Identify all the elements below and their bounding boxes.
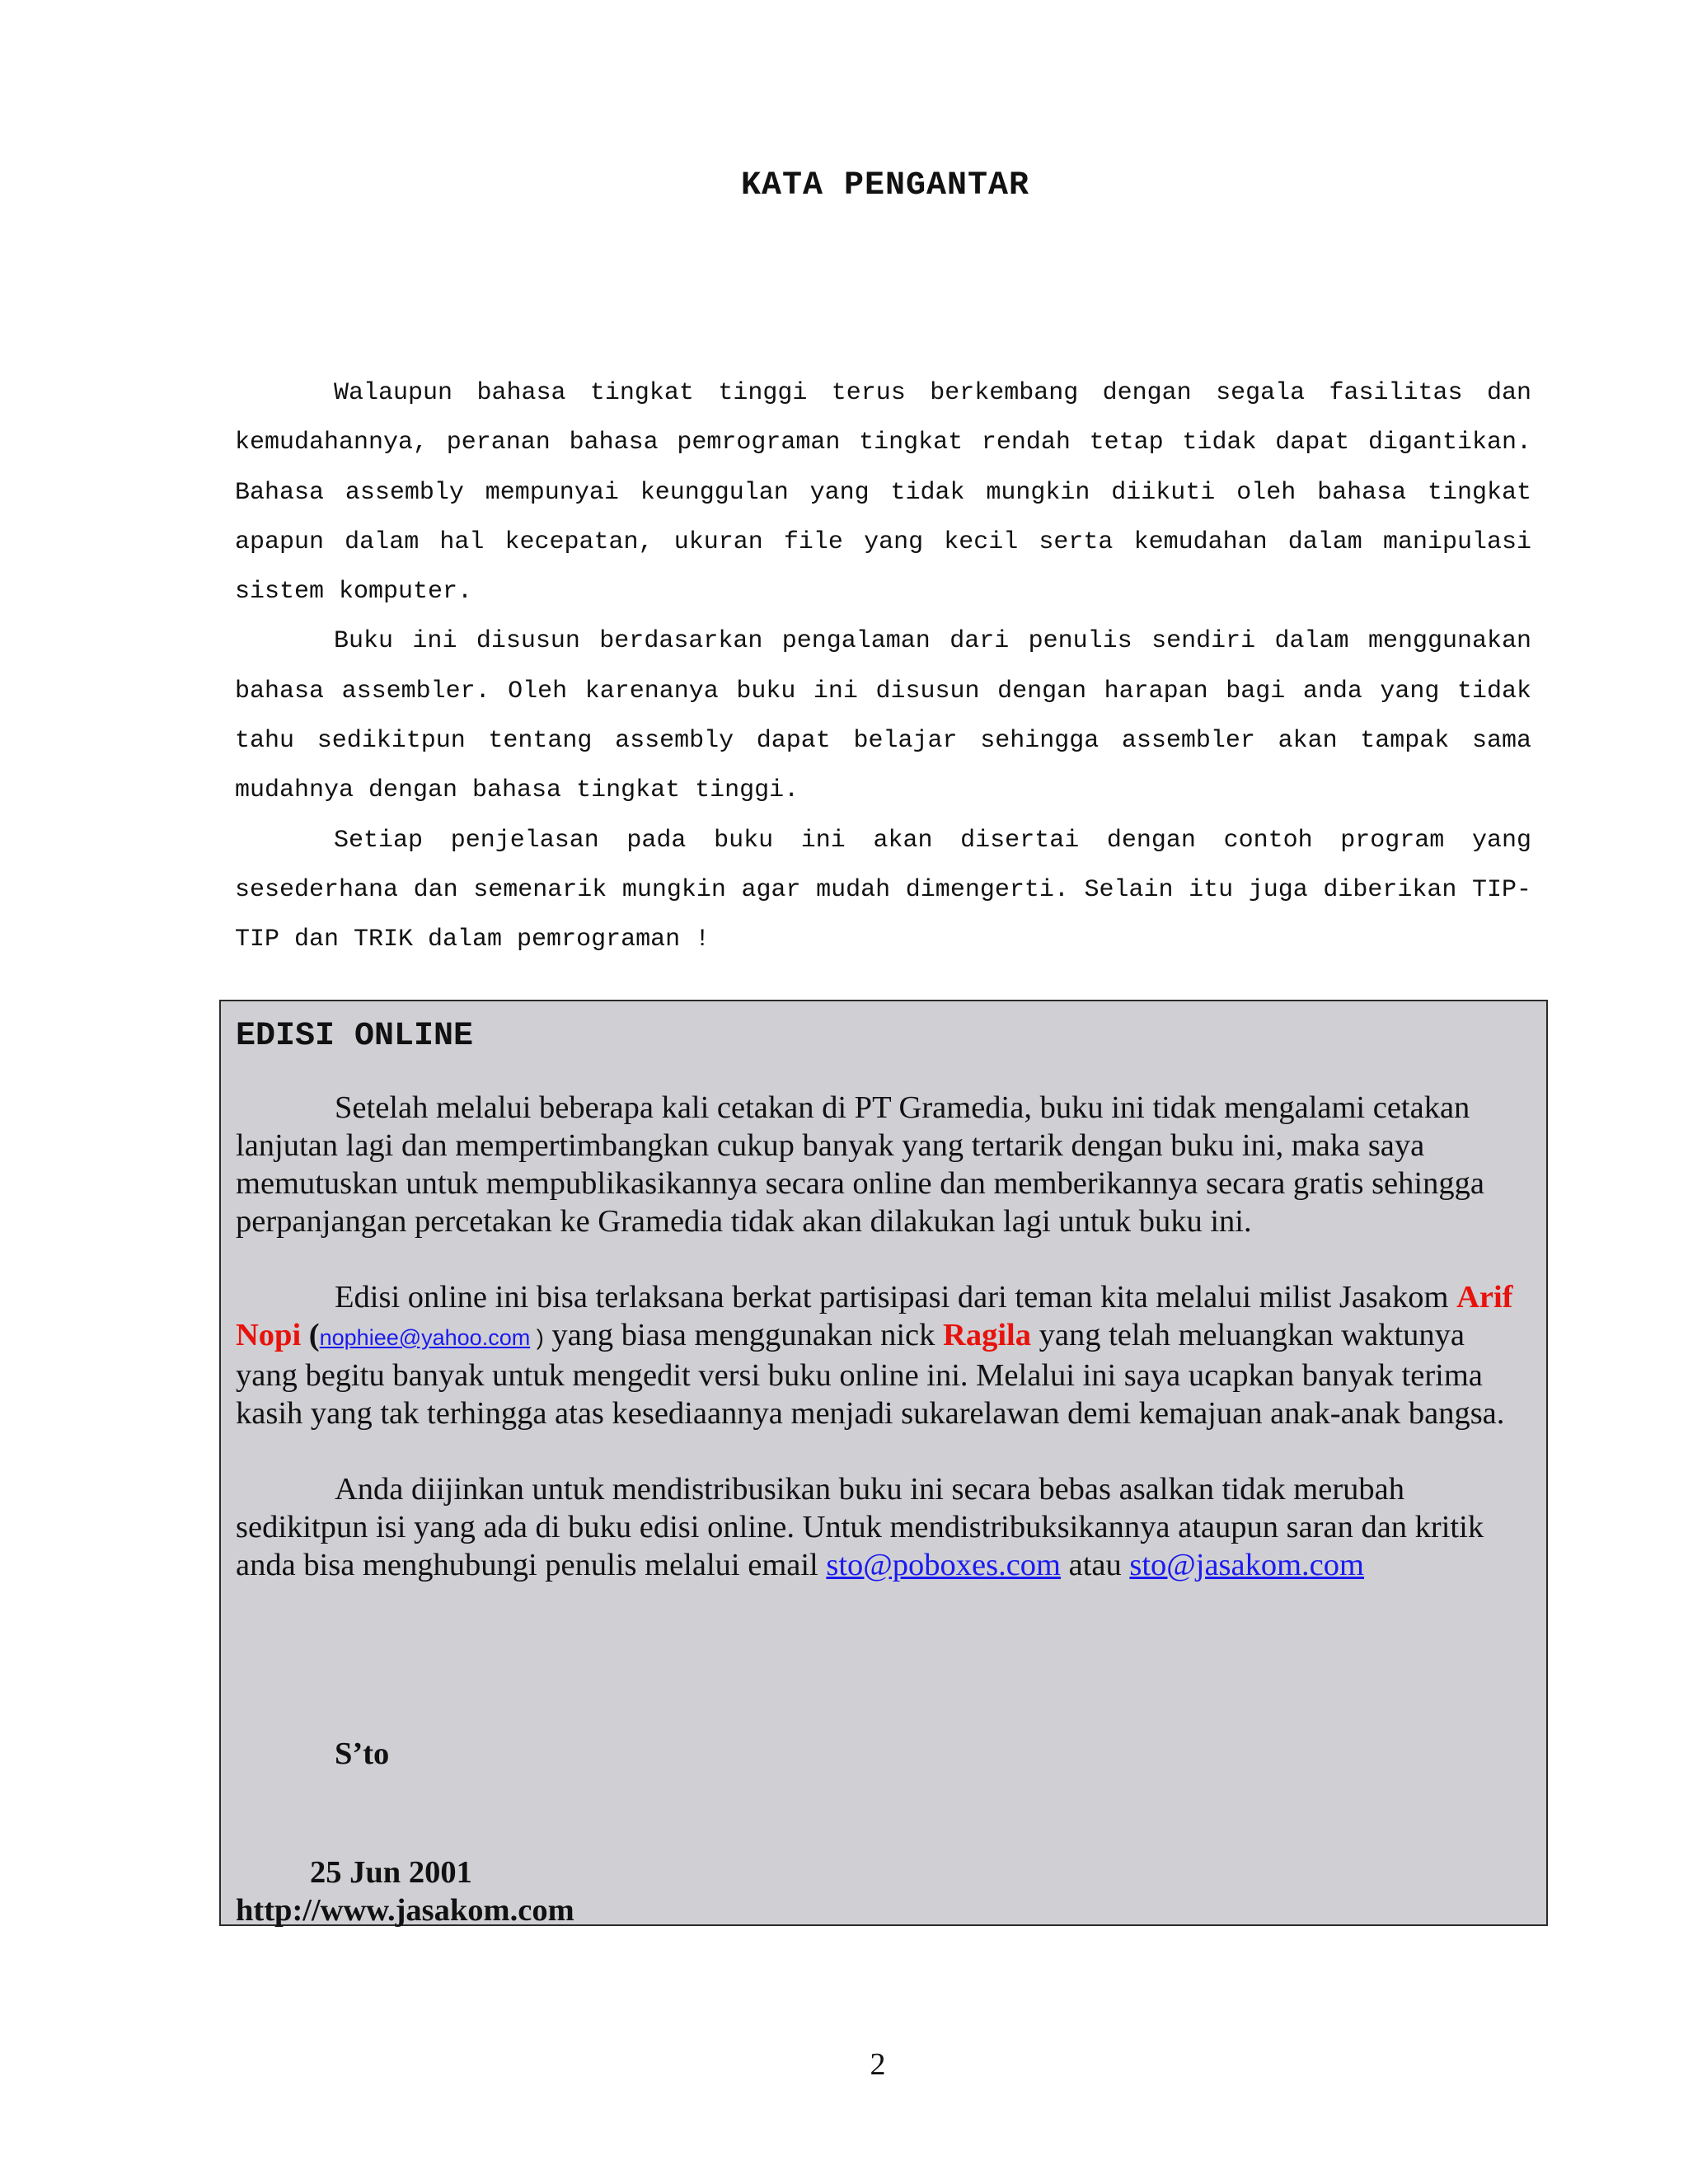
online-paragraph-gramedia: Setelah melalui beberapa kali cetakan di PT Gramedia, buku ini tidak mengalami cetakan lanjutan lagi dan mempertimbangkan cukup banyak yang tertarik dengan buku ini, maka saya memutuskan untuk mempublikasikannya secara online dan memberikannya secara gratis sehingga perpanjangan percetakan ke Gramedia tidak akan dilakukan lagi untuk buku ini. (236, 1090, 1484, 1239)
paren-open: ( (301, 1318, 320, 1352)
author-email-link-jasakom[interactable]: sto@jasakom.com (1129, 1548, 1364, 1582)
intro-paragraph: Buku ini disusun berdasarkan pengalaman dari penulis sendiri dalam menggunakan bahasa assembler. Oleh karenanya buku ini disusun dengan harapan bagi anda yang tidak tahu sedikitpun tentang assembly dapat belajar sehingga assembler akan tampak sama mudahnya dengan bahasa tingkat tinggi. (235, 627, 1531, 805)
author-signature: S’to (335, 1736, 390, 1771)
online-paragraph-credits (236, 1278, 1530, 1432)
credits-text: Edisi online ini bisa terlaksana berkat partisipasi dari teman kita melalui milist Jasakom (335, 1280, 1457, 1315)
contributor-name: Arif Nopi (236, 1280, 1513, 1352)
website-url: http://www.jasakom.com (236, 1893, 574, 1928)
contributor-nick: Ragila (943, 1318, 1031, 1352)
contributor-email-link[interactable]: nophiee@yahoo.com (319, 1325, 531, 1350)
online-edition-box (219, 1000, 1548, 1926)
distribution-text: Anda diijinkan untuk mendistribusikan buku ini secara bebas asalkan tidak merubah sedikitpun isi yang ada di buku edisi online. Untuk mendistribuksikannya ataupun saran dan kritik anda bisa menghubungi penulis melalui email (236, 1472, 1484, 1582)
online-edition-heading: EDISI ONLINE (236, 1018, 474, 1055)
signature-date: 25 Jun 2001 (310, 1855, 472, 1890)
online-edition-body (236, 1089, 1530, 1622)
page-number: 2 (870, 2047, 886, 2082)
page-title: KATA PENGANTAR (740, 167, 1030, 204)
credits-text: yang biasa menggunakan nick (543, 1318, 944, 1352)
email-separator: atau (1061, 1548, 1130, 1582)
online-paragraph-distribution (236, 1470, 1530, 1584)
intro-text (235, 368, 1531, 965)
intro-paragraph: Walaupun bahasa tingkat tinggi terus berkembang dengan segala fasilitas dan kemudahannya, peranan bahasa pemrograman tingkat rendah tetap tidak dapat digantikan. Bahasa assembly mempunyai keunggulan yang tidak mungkin diikuti oleh bahasa tingkat apapun dalam hal kecepatan, ukuran file yang kecil serta kemudahan dalam manipulasi sistem komputer. (235, 379, 1531, 607)
paren-close: ) (530, 1325, 544, 1350)
author-email-link-poboxes[interactable]: sto@poboxes.com (826, 1548, 1061, 1582)
intro-paragraph: Setiap penjelasan pada buku ini akan disertai dengan contoh program yang sesederhana dan semenarik mungkin agar mudah dimengerti. Selain itu juga diberikan TIP-TIP dan TRIK dalam pemrograman ! (235, 826, 1531, 954)
credits-text: yang telah meluangkan waktunya yang begitu banyak untuk mengedit versi buku online ini. Melalui ini saya ucapkan banyak terima kasih yang tak terhingga atas kesediaannya menjadi sukarelawan demi kemajuan anak-anak bangsa. (236, 1318, 1505, 1431)
